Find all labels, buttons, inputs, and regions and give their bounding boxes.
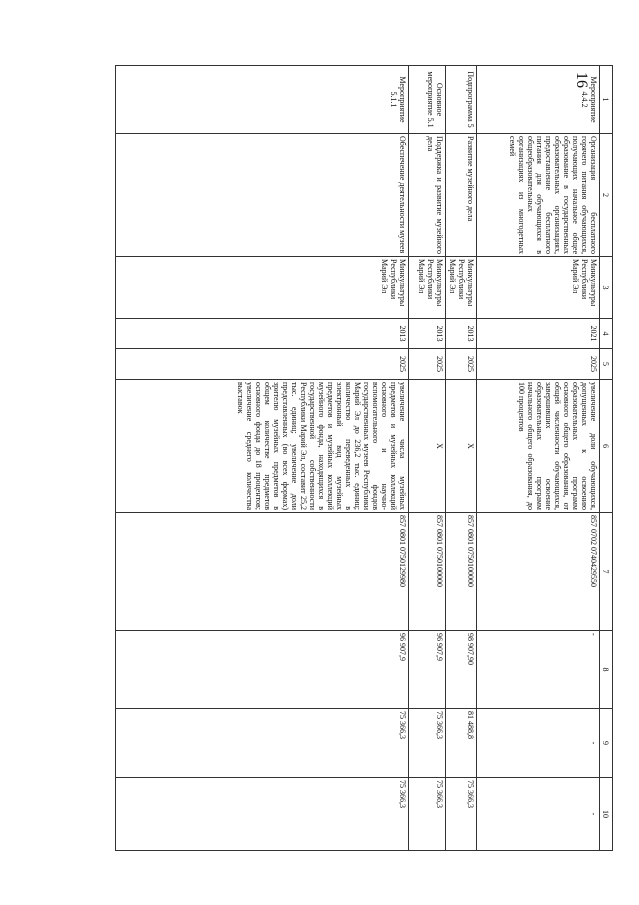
column-header-4: 4 [600,319,613,349]
column-header-8: 8 [600,631,613,709]
row-end-year: 2025 [446,349,477,380]
row-executor: Минкультуры Республики Марий Эл [409,257,446,319]
row-value-8: 96 907,9 [409,631,446,709]
row-description: Поддержка и развитие музейного дела [409,134,446,257]
column-header-9: 9 [600,709,613,778]
row-value-9: - [477,709,600,778]
row-end-year: 2025 [409,349,446,380]
row-indicator: Х [409,380,446,513]
column-header-5: 5 [600,349,613,380]
column-header-10: 10 [600,778,613,851]
row-start-year: 2013 [409,319,446,349]
row-budget-code: 857 0801 0750100000 [409,513,446,631]
header-row [600,66,613,851]
row-value-9: 75 366,3 [409,709,446,778]
table-row [409,66,446,851]
row-budget-code: 857 0801 0750129980 [116,513,409,631]
row-value-10: 75 366,3 [446,778,477,851]
row-name: Мероприятие 4.4.2 [477,66,600,134]
row-start-year: 2013 [116,319,409,349]
row-executor: Минкультуры Республики Марий Эл [446,257,477,319]
row-value-10: - [477,778,600,851]
table-row [116,66,409,851]
row-value-8: 98 907,90 [446,631,477,709]
row-description: Развитие музейного дела [446,134,477,257]
row-value-9: 75 366,3 [116,709,409,778]
row-description: Организация бесплатного горячего питания обучающихся, получающих начальное общее образование в государственных образовательных организациях, предоставление бесплатного питания для обучающихся в общеобразовательных организациях из многодетных семей [477,134,600,257]
program-table [115,65,613,851]
row-indicator: Х [446,380,477,513]
row-value-9: 81 488,8 [446,709,477,778]
row-value-10: 75 366,3 [409,778,446,851]
row-name: Основное мероприятие 5.1 [409,66,446,134]
row-value-8: - [477,631,600,709]
row-executor: Минкультуры Республики Марий Эл [477,257,600,319]
row-name: Мероприятие 5.1.1 [116,66,409,134]
column-header-7: 7 [600,513,613,631]
column-header-2: 2 [600,134,613,257]
row-executor: Минкультуры Республики Марий Эл [116,257,409,319]
row-value-10: 75 366,3 [116,778,409,851]
table-row [446,66,477,851]
row-end-year: 2025 [477,349,600,380]
column-header-3: 3 [600,257,613,319]
row-budget-code: 857 0702 0740429550 [477,513,600,631]
row-start-year: 2013 [446,319,477,349]
rotated-table-wrapper [118,65,613,850]
page-number: 16 [573,72,590,88]
row-budget-code: 857 0801 0750100000 [446,513,477,631]
row-indicator: увеличение доли обучающихся, допущенных к освоению образовательных программ основного общего образования, от общей численности обучающихся, завершивших освоение образовательных программ начального общего образования, до 100 процентов [477,380,600,513]
column-header-1: 1 [600,66,613,134]
row-indicator: увеличение числа музейных предметов и музейных коллекций основного и научно-вспомогательного фондов государственных музеев Республики Марий Эл до 236,2 тыс. единиц; количество переведенных в электронный вид музейных предметов и музейных коллекций музейного фонда, находящихся в государственной собственности Республики Марий Эл, составит 25,2 тыс. единиц; увеличение доли представленных (во всех формах) зрителю музейных предметов в общем количестве предметов основного фонда до 18 процентов; увеличение среднего количества выставок [116,380,409,513]
row-name: Подпрограмма 5 [446,66,477,134]
row-value-8: 96 907,9 [116,631,409,709]
column-header-6: 6 [600,380,613,513]
row-description: Обеспечение деятельности музеев [116,134,409,257]
row-end-year: 2025 [116,349,409,380]
table-row [477,66,600,851]
row-start-year: 2021 [477,319,600,349]
